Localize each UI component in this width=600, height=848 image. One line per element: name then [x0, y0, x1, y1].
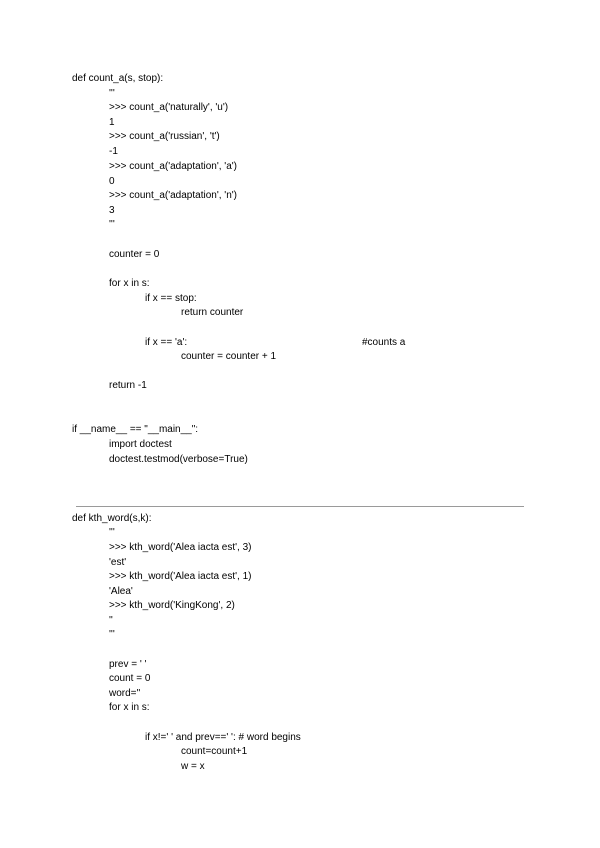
code-comment: #counts a	[362, 337, 406, 348]
code-line: 1	[109, 117, 115, 128]
code-line: for x in s:	[109, 278, 150, 289]
code-line: if x == 'a':	[145, 337, 188, 348]
code-line: return counter	[181, 307, 244, 318]
code-line: >>> kth_word('Alea iacta est', 3)	[109, 542, 252, 553]
code-line: count=count+1	[181, 746, 248, 757]
code-line: for x in s:	[109, 702, 150, 713]
code-line: >>> count_a('adaptation', 'a')	[109, 161, 238, 172]
code-line: import doctest	[109, 439, 172, 450]
code-line: ''	[109, 615, 113, 626]
divider	[76, 506, 524, 507]
code-line: '''	[109, 219, 115, 230]
code-line: def count_a(s, stop):	[72, 73, 164, 84]
code-line: counter = 0	[109, 249, 160, 260]
code-line: if x!=' ' and prev==' ': # word begins	[145, 732, 301, 743]
code-line: prev = ' '	[109, 659, 147, 670]
code-line: >>> count_a('russian', 't')	[109, 131, 220, 142]
code-line: 'Alea'	[109, 586, 133, 597]
code-line: word=''	[109, 688, 141, 699]
code-line: '''	[109, 629, 115, 640]
code-line: 0	[109, 176, 115, 187]
code-line: counter = counter + 1	[181, 351, 277, 362]
code-line: 3	[109, 205, 115, 216]
code-line: >>> kth_word('Alea iacta est', 1)	[109, 571, 252, 582]
code-line: '''	[109, 88, 115, 99]
code-line: if __name__ == "__main__":	[72, 424, 199, 435]
code-line: if x == stop:	[145, 293, 197, 304]
code-line: count = 0	[109, 673, 151, 684]
code-line: >>> count_a('adaptation', 'n')	[109, 190, 238, 201]
code-line: >>> kth_word('KingKong', 2)	[109, 600, 235, 611]
code-line: >>> count_a('naturally', 'u')	[109, 102, 229, 113]
code-line: return -1	[109, 380, 147, 391]
code-line: w = x	[181, 761, 205, 772]
code-line: doctest.testmod(verbose=True)	[109, 454, 248, 465]
code-line: '''	[109, 527, 115, 538]
code-line: -1	[109, 146, 118, 157]
code-line: def kth_word(s,k):	[72, 513, 152, 524]
code-line: 'est'	[109, 557, 127, 568]
